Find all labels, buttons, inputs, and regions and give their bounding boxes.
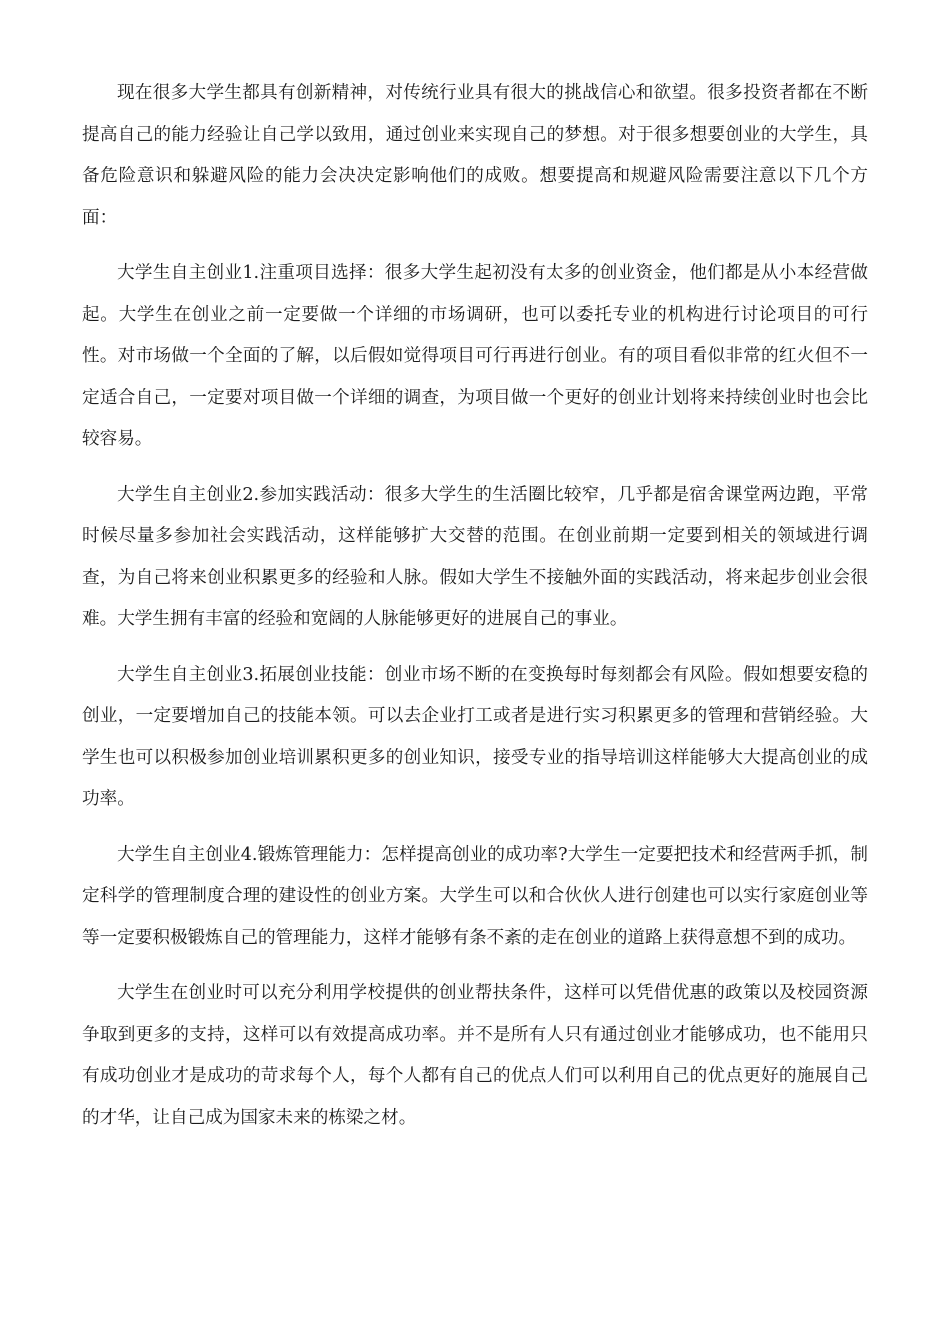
paragraph-intro: 现在很多大学生都具有创新精神，对传统行业具有很大的挑战信心和欲望。很多投资者都在不断提高自己的能力经验让自己学以致用，通过创业来实现自己的梦想。对于很多想要创业的大学生，具备危险意识和躲避风险的能力会决决定影响他们的成败。想要提高和规避风险需要注意以下几个方面： xyxy=(82,83,868,228)
paragraph-conclusion: 大学生在创业时可以充分利用学校提供的创业帮扶条件，这样可以凭借优惠的政策以及校园资源争取到更多的支持，这样可以有效提高成功率。并不是所有人只有通过创业才能够成功，也不能用只有成功创业才是成功的苛求每个人，每个人都有自己的优点人们可以利用自己的优点更好的施展自己的才华，让自己成为国家未来的栋梁之材。 xyxy=(82,983,868,1128)
paragraph-practice-activities: 大学生自主创业2.参加实践活动：很多大学生的生活圈比较窄，几乎都是宿舍课堂两边跑，平常时候尽量多参加社会实践活动，这样能够扩大交替的范围。在创业前期一定要到相关的领域进行调查，为自己将来创业积累更多的经验和人脉。假如大学生不接触外面的实践活动，将来起步创业会很难。大学生拥有丰富的经验和宽阔的人脉能够更好的进展自己的事业。 xyxy=(82,484,868,629)
paragraph-project-selection: 大学生自主创业1.注重项目选择：很多大学生起初没有太多的创业资金，他们都是从小本经营做起。大学生在创业之前一定要做一个详细的市场调研，也可以委托专业的机构进行讨论项目的可行性。对市场做一个全面的了解，以后假如觉得项目可行再进行创业。有的项目看似非常的红火但不一定适合自己，一定要对项目做一个详细的调查，为项目做一个更好的创业计划将来持续创业时也会比较容易。 xyxy=(82,263,868,449)
paragraph-skills: 大学生自主创业3.拓展创业技能：创业市场不断的在变换每时每刻都会有风险。假如想要安稳的创业，一定要增加自己的技能本领。可以去企业打工或者是进行实习积累更多的管理和营销经验。大学生也可以积极参加创业培训累积更多的创业知识，接受专业的指导培训这样能够大大提高创业的成功率。 xyxy=(82,664,868,809)
paragraph-management: 大学生自主创业4.锻炼管理能力：怎样提高创业的成功率?大学生一定要把技术和经营两手抓，制定科学的管理制度合理的建设性的创业方案。大学生可以和合伙伙人进行创建也可以实行家庭创业等等一定要积极锻炼自己的管理能力，这样才能够有条不紊的走在创业的道路上获得意想不到的成功。 xyxy=(82,844,868,948)
document-page xyxy=(82,73,868,1153)
